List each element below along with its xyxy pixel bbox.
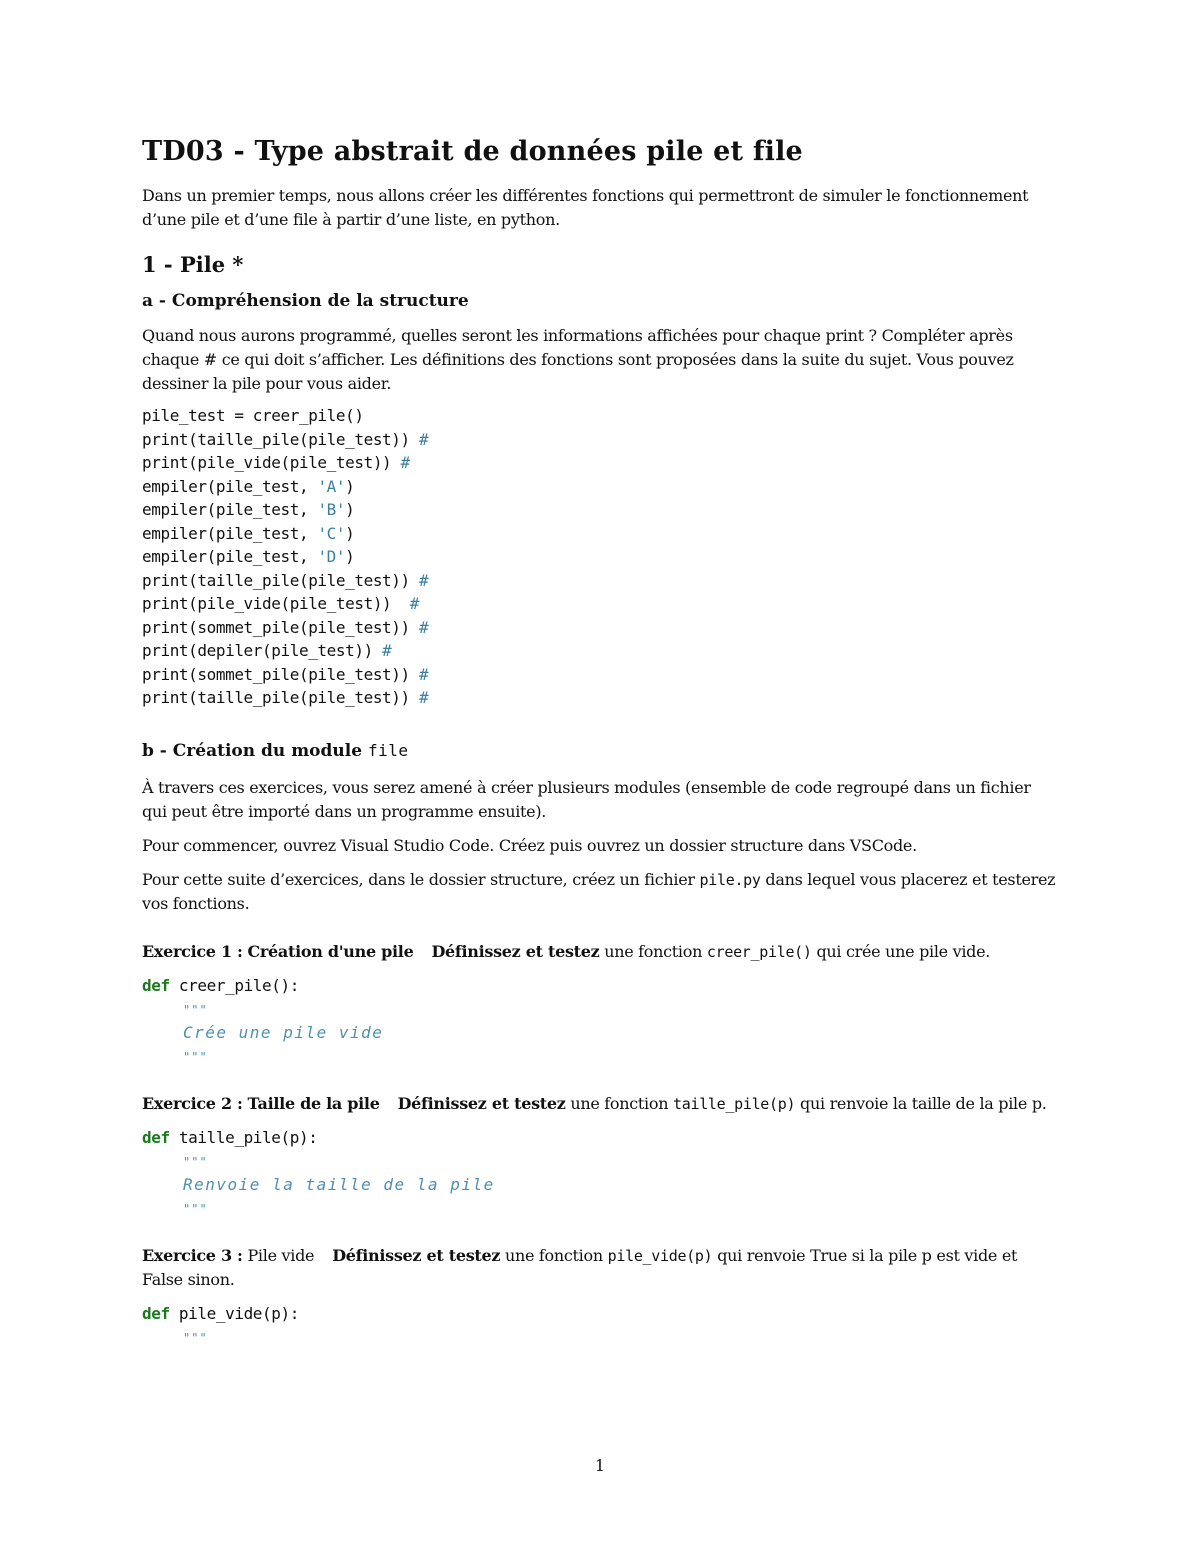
exercise-2-docstring: Renvoie la taille de la pile <box>183 1174 495 1194</box>
code-line <box>142 404 1060 428</box>
exercise-2-docstring-open: """ <box>183 1155 208 1169</box>
code-comment: # <box>409 594 419 613</box>
code-text: print(pile_vide(pile_test)) <box>142 453 401 472</box>
exercise-3 <box>142 1244 1060 1349</box>
code-line <box>142 451 1060 475</box>
code-string: 'B' <box>317 500 346 519</box>
code-line <box>142 545 1060 569</box>
exercise-1-statement <box>142 940 1060 964</box>
subsection-heading-comprehension: a - Compréhension de la structure <box>142 291 469 311</box>
exercise-1-action: Définissez et testez <box>431 941 600 961</box>
code-tail: ) <box>345 547 355 566</box>
exercise-2-docstring-close: """ <box>183 1202 208 1216</box>
code-string: 'C' <box>317 523 346 543</box>
exercise-3-docstring-open: """ <box>183 1331 208 1345</box>
code-tail: ) <box>345 500 355 519</box>
exercise-2-code-block <box>142 1126 1060 1220</box>
code-tail: ) <box>345 476 355 496</box>
exercise-1-text-a: une fonction <box>599 941 707 961</box>
code-line <box>142 498 1060 522</box>
exercise-3-code-block <box>142 1302 1060 1349</box>
section-heading-pile: 1 - Pile * <box>142 252 244 277</box>
exercise-2-name: Taille de la pile <box>247 1093 380 1113</box>
exercise-1-text-b: qui crée une pile vide. <box>811 941 991 961</box>
exercise-2-def-keyword: def <box>142 1127 170 1147</box>
subsection-heading-module-code: file <box>367 740 409 760</box>
document-title: TD03 - Type abstrait de données pile et file <box>142 136 803 167</box>
code-text: print(sommet_pile(pile_test)) <box>142 664 419 684</box>
module-paragraph-2: Pour commencer, ouvrez Visual Studio Code. Créez puis ouvrez un dossier structure dans VSCode. <box>142 835 917 855</box>
code-comment: # <box>419 429 429 449</box>
exercise-2-code: taille_pile(p) <box>673 1094 796 1113</box>
exercise-3-label: Exercice 3 : <box>142 1245 243 1265</box>
code-text: print(sommet_pile(pile_test)) <box>142 617 419 637</box>
code-text: print(taille_pile(pile_test)) <box>142 688 419 707</box>
subsection-heading-module <box>142 738 1060 764</box>
subsection-heading-module-text: b - Création du module <box>142 740 368 761</box>
exercise-3-def-signature: pile_vide(p): <box>169 1303 299 1323</box>
module-paragraph-3 <box>142 868 1060 916</box>
code-comment: # <box>400 453 410 472</box>
document-page <box>142 132 1060 1349</box>
code-comment: # <box>419 664 429 684</box>
exercise-1-docstring: Crée une pile vide <box>183 1022 384 1042</box>
code-line <box>142 475 1060 499</box>
code-text: pile_test = creer_pile() <box>142 406 364 425</box>
exercise-2-text-a: une fonction <box>565 1093 673 1113</box>
exercise-3-text-b: qui renvoie True si la pile p est vide et False sinon. <box>142 1245 1018 1289</box>
code-string: 'D' <box>317 547 346 566</box>
module-paragraph-3-a: Pour cette suite d’exercices, dans le dossier structure, créez un fichier <box>142 869 700 889</box>
module-paragraph-1: À travers ces exercices, vous serez amené à créer plusieurs modules (ensemble de code regroupé dans un fichier qui peut être importé dans un programme ensuite). <box>142 777 1031 821</box>
exercise-2 <box>142 1092 1060 1220</box>
code-text: print(taille_pile(pile_test)) <box>142 429 419 449</box>
exercise-3-statement <box>142 1244 1060 1292</box>
code-comment: # <box>419 617 429 637</box>
code-text: empiler(pile_test, <box>142 547 318 566</box>
code-line <box>142 569 1060 593</box>
code-text: print(taille_pile(pile_test)) <box>142 570 419 590</box>
exercise-2-statement <box>142 1092 1060 1116</box>
exercise-1 <box>142 940 1060 1068</box>
exercise-2-text-b: qui renvoie la taille de la pile p. <box>795 1093 1047 1113</box>
exercise-2-def-signature: taille_pile(p): <box>169 1127 318 1147</box>
code-text: print(pile_vide(pile_test)) <box>142 594 410 613</box>
exercise-3-code: pile_vide(p) <box>607 1246 713 1265</box>
exercise-1-label: Exercice 1 : <box>142 941 243 961</box>
exercise-3-def-keyword: def <box>142 1303 170 1323</box>
exercise-1-docstring-close: """ <box>183 1050 208 1064</box>
code-line <box>142 592 1060 616</box>
exercise-1-def-keyword: def <box>142 975 170 995</box>
code-text: print(depiler(pile_test)) <box>142 641 383 660</box>
code-comment: # <box>419 570 429 590</box>
code-text: empiler(pile_test, <box>142 476 318 496</box>
module-paragraph-3-code: pile.py <box>699 870 761 889</box>
exercise-1-def-signature: creer_pile(): <box>169 975 299 995</box>
intro-paragraph: Dans un premier temps, nous allons créer les différentes fonctions qui permettront de simuler le fonctionnement d’une pile et d’une file à partir d’une liste, en python. <box>142 186 1029 229</box>
code-line <box>142 663 1060 687</box>
code-comment: # <box>419 688 429 707</box>
code-line <box>142 616 1060 640</box>
exercise-2-label: Exercice 2 : <box>142 1093 243 1113</box>
exercise-2-action: Définissez et testez <box>397 1093 566 1113</box>
exercise-1-code: creer_pile() <box>706 942 812 961</box>
module-paragraph-3-b: dans lequel vous placerez et testerez vos fonctions. <box>142 869 1056 913</box>
code-text: empiler(pile_test, <box>142 523 318 543</box>
code-line <box>142 639 1060 663</box>
exercise-1-docstring-open: """ <box>183 1003 208 1017</box>
exercise-3-action: Définissez et testez <box>332 1245 501 1265</box>
code-tail: ) <box>345 523 355 543</box>
code-comment: # <box>382 641 392 660</box>
comprehension-paragraph: Quand nous aurons programmé, quelles seront les informations affichées pour chaque print ? Compléter après chaque # ce qui doit s’afficher. Les définitions des fonctions sont proposées dans la suite du sujet. Vous pouvez dessiner la pile pour vous aider. <box>142 326 1014 393</box>
page-number: 1 <box>594 1456 606 1475</box>
code-line <box>142 686 1060 710</box>
code-line <box>142 428 1060 452</box>
exercise-3-text-a: une fonction <box>500 1245 608 1265</box>
exercise-3-name: Pile vide <box>247 1245 315 1265</box>
code-block-pile-test <box>142 404 1060 710</box>
code-text: empiler(pile_test, <box>142 500 318 519</box>
code-string: 'A' <box>317 476 346 496</box>
exercise-1-code-block <box>142 974 1060 1068</box>
code-line <box>142 522 1060 546</box>
exercise-1-name: Création d'une pile <box>247 941 414 961</box>
